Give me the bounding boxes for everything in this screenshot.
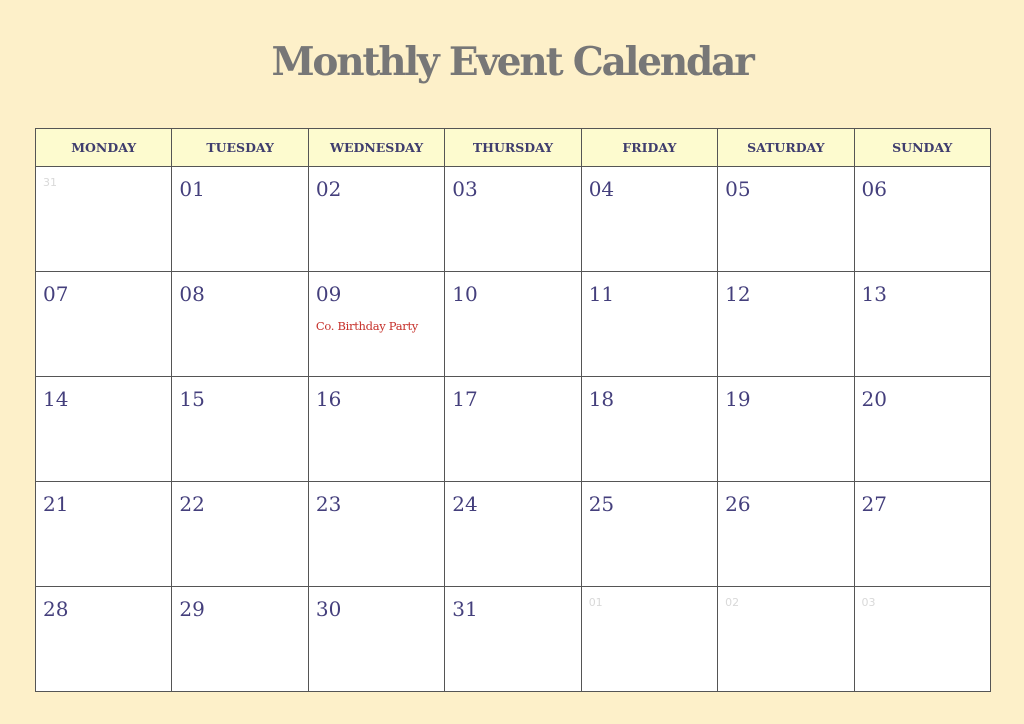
calendar-day-cell[interactable] <box>718 377 854 482</box>
calendar-day-cell[interactable] <box>581 587 717 692</box>
adjacent-month-day-number: 02 <box>725 596 740 609</box>
calendar-day-cell[interactable] <box>308 272 444 377</box>
day-number: 05 <box>725 177 751 201</box>
calendar-day-cell[interactable] <box>172 272 308 377</box>
day-number: 12 <box>725 282 751 306</box>
day-number: 24 <box>452 492 478 516</box>
day-number: 13 <box>861 282 887 306</box>
calendar-day-cell[interactable] <box>581 482 717 587</box>
day-number: 23 <box>315 492 342 516</box>
calendar-day-cell[interactable] <box>718 482 854 587</box>
calendar-day-cell[interactable] <box>854 587 990 692</box>
day-number: 22 <box>179 492 205 516</box>
day-number: 01 <box>179 177 205 201</box>
adjacent-month-day-number: 03 <box>861 596 876 609</box>
day-number: 11 <box>588 282 615 306</box>
calendar-day-cell[interactable] <box>581 167 717 272</box>
weekday-header-friday: FRIDAY <box>581 129 717 167</box>
calendar-day-cell[interactable] <box>854 167 990 272</box>
day-number: 26 <box>725 492 751 516</box>
calendar-week-row <box>36 272 991 377</box>
calendar-day-cell[interactable] <box>718 587 854 692</box>
calendar-day-cell[interactable] <box>854 482 990 587</box>
calendar-day-cell[interactable] <box>854 272 990 377</box>
calendar-day-cell[interactable] <box>36 587 172 692</box>
calendar-day-cell[interactable] <box>308 482 444 587</box>
day-number: 18 <box>588 387 615 411</box>
calendar-day-cell[interactable] <box>36 272 172 377</box>
day-number: 07 <box>43 282 69 306</box>
day-number: 21 <box>43 492 69 516</box>
day-number: 10 <box>452 282 478 306</box>
day-number: 27 <box>861 492 887 516</box>
day-number: 31 <box>452 597 478 621</box>
day-number: 14 <box>43 387 69 411</box>
calendar-day-cell[interactable] <box>172 167 308 272</box>
day-number: 19 <box>725 387 751 411</box>
weekday-header-tuesday: TUESDAY <box>172 129 308 167</box>
day-number: 28 <box>43 597 69 621</box>
calendar-day-cell[interactable] <box>308 377 444 482</box>
calendar-body <box>36 167 991 692</box>
calendar-day-cell[interactable] <box>718 272 854 377</box>
day-number: 06 <box>861 177 887 201</box>
calendar-week-row <box>36 587 991 692</box>
adjacent-month-day-number: 01 <box>588 596 603 609</box>
day-number: 02 <box>315 177 342 201</box>
calendar-day-cell[interactable] <box>445 377 581 482</box>
calendar-day-cell[interactable] <box>445 272 581 377</box>
weekday-header-sunday: SUNDAY <box>854 129 990 167</box>
calendar-day-cell[interactable] <box>445 167 581 272</box>
adjacent-month-day-number: 31 <box>43 176 57 189</box>
calendar-day-cell[interactable] <box>445 482 581 587</box>
calendar-day-cell[interactable] <box>36 167 172 272</box>
weekday-header-saturday: SATURDAY <box>718 129 854 167</box>
calendar-day-cell[interactable] <box>172 377 308 482</box>
calendar-day-cell[interactable] <box>308 587 444 692</box>
day-number: 30 <box>315 597 342 621</box>
calendar-day-cell[interactable] <box>172 587 308 692</box>
calendar-week-row <box>36 377 991 482</box>
calendar-week-row <box>36 167 991 272</box>
calendar-day-cell[interactable] <box>445 587 581 692</box>
calendar-day-cell[interactable] <box>308 167 444 272</box>
calendar-day-cell[interactable] <box>581 272 717 377</box>
day-number: 03 <box>452 177 478 201</box>
day-number: 20 <box>861 387 887 411</box>
calendar-day-cell[interactable] <box>36 377 172 482</box>
weekday-header-wednesday: WEDNESDAY <box>308 129 444 167</box>
day-number: 09 <box>315 282 342 306</box>
calendar-day-cell[interactable] <box>581 377 717 482</box>
weekday-header-monday: MONDAY <box>36 129 172 167</box>
calendar-day-cell[interactable] <box>172 482 308 587</box>
day-number: 17 <box>452 387 478 411</box>
day-number: 15 <box>179 387 205 411</box>
calendar-grid <box>35 128 991 692</box>
day-number: 25 <box>588 492 615 516</box>
calendar-day-cell[interactable] <box>854 377 990 482</box>
event-label[interactable]: Co. Birthday Party <box>315 319 418 333</box>
day-number: 29 <box>179 597 205 621</box>
day-number: 08 <box>179 282 205 306</box>
calendar-day-cell[interactable] <box>718 167 854 272</box>
day-number: 04 <box>588 177 615 201</box>
calendar-week-row <box>36 482 991 587</box>
calendar-day-cell[interactable] <box>36 482 172 587</box>
page-title: Monthly Event Calendar <box>271 39 753 85</box>
day-number: 16 <box>315 387 342 411</box>
weekday-header-row <box>36 129 991 167</box>
weekday-header-thursday: THURSDAY <box>445 129 581 167</box>
